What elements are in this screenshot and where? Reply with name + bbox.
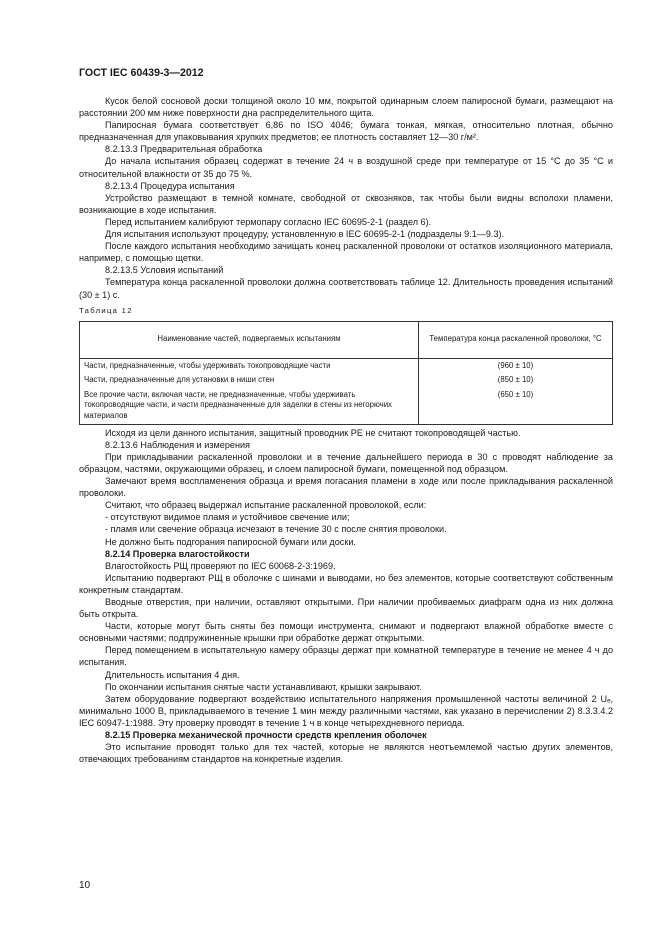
table-row: [80, 358, 613, 373]
paragraph: Вводные отверстия, при наличии, оставляют открытыми. При наличии пробиваемых диафрагм одна из них должна быть открыта.: [79, 596, 613, 620]
paragraph: Замечают время воспламенения образца и время погасания пламени в ходе или после прикладывания раскаленной проволоки.: [79, 476, 613, 499]
table-row: [80, 373, 613, 388]
table-12: [79, 321, 613, 425]
paragraph: Считают, что образец выдержал испытание раскаленной проволокой, если:: [105, 500, 427, 511]
table-cell-temperature: (650 ± 10): [419, 388, 613, 424]
paragraph: Влагостойкость РЩ проверяют по IEC 60068-2-3:1969.: [105, 560, 336, 571]
section-heading: 8.2.15 Проверка механической прочности средств крепления оболочек: [105, 730, 427, 740]
paragraph: После каждого испытания необходимо зачищать конец раскаленной проволоки от остатков изоляционного материала, например, с помощью щетки.: [79, 241, 613, 264]
paragraph: Перед помещением в испытательную камеру образцы держат при комнатной температуре в течение не менее 4 ч до испытания.: [79, 645, 613, 668]
table-cell-part: Все прочие части, включая части, не предназначенные, чтобы удерживать токопроводящие части, и части предназначенные для заделки в стены из негорючих материалов: [80, 388, 419, 424]
paragraph: Испытанию подвергают РЩ в оболочке с шинами и выводами, но без элементов, которые соответствуют собственным конкретным стандартам.: [79, 572, 613, 595]
paragraph: Части, которые могут быть сняты без помощи инструмента, снимают и подвергают влажной обработке вместе с основными частями; подпружиненные крышки при обработке держат открытыми.: [79, 621, 613, 644]
list-item: - отсутствуют видимое пламя и устойчивое свечение или;: [105, 512, 350, 523]
paragraph: Перед испытанием калибруют термопару согласно IEC 60695-2-1 (раздел 6).: [105, 216, 432, 227]
paragraph: По окончании испытания снятые части устанавливают, крышки закрывают.: [105, 681, 422, 692]
document-body: [79, 95, 613, 765]
paragraph: При прикладывании раскаленной проволоки и в течение дальнейшего периода в 30 с проводят наблюдение за образцом, частями, окружающими образец, и слоем папиросной бумаги, помещенной под образцом.: [79, 451, 613, 474]
section-heading: 8.2.13.3 Предварительная обработка: [105, 144, 263, 155]
paragraph: Температура конца раскаленной проволоки должна соответствовать таблице 12. Длительность проведения испытаний (30 ± 1) с.: [79, 277, 613, 300]
table-cell-part: Части, предназначенные, чтобы удерживать токопроводящие части: [80, 358, 419, 373]
table-cell-temperature: (960 ± 10): [419, 358, 613, 373]
section-before-table: [79, 95, 613, 301]
list-item: - пламя или свечение образца исчезают в течение 30 с после снятия проволоки.: [105, 524, 447, 535]
table-cell-part: Части, предназначенные для установки в ниши стен: [80, 373, 419, 388]
table-header-parts: Наименование частей, подвергаемых испытаниям: [80, 321, 419, 358]
paragraph: Кусок белой сосновой доски толщиной около 10 мм, покрытой одинарным слоем папиросной бумаги, размещают на расстоянии 200 мм ниже поверхности дна распределительного щита.: [79, 96, 613, 119]
table-cell-temperature: (850 ± 10): [419, 373, 613, 388]
paragraph: Не должно быть подгорания папиросной бумаги или доски.: [105, 536, 356, 547]
section-after-table: [79, 427, 613, 766]
page-number: 10: [79, 880, 91, 891]
section-heading: 8.2.14 Проверка влагостойкости: [105, 548, 250, 559]
paragraph: Папиросная бумага соответствует 6,86 по ISO 4046; бумага тонкая, мягкая, относительно плотная, обычно предназначенная для упаковывания хрупких предметов; ее плотность составляет 12—30 г/м².: [79, 120, 613, 143]
document-header: ГОСТ IEC 60439-3—2012: [79, 67, 204, 79]
paragraph: Исходя из цели данного испытания, защитный проводник РЕ не считают токопроводящей частью.: [105, 427, 521, 438]
section-heading: 8.2.13.5 Условия испытаний: [105, 265, 224, 276]
paragraph: Для испытания используют процедуру, установленную в IEC 60695-2-1 (подразделы 9.1—9.3).: [105, 229, 505, 240]
paragraph: Это испытание проводят только для тех частей, которые не являются неотъемлемой частью других элементов, отвечающих требованиям стандартов на конкретные изделия.: [79, 742, 613, 765]
section-heading: 8.2.13.4 Процедура испытания: [105, 180, 235, 191]
paragraph: Затем оборудование подвергают воздействию испытательного напряжения промышленной частоты величиной 2 Uₑ, минимально 1000 В, прикладываемого в течение 1 мин между различными частями, как указано в перечислении 2) 8.3.3.4.2 IEC 60947-1:1988. Эту проверку проводят в течение 1 ч в конце четырехдневного периода.: [79, 693, 613, 728]
table-row: [80, 388, 613, 424]
table-caption: Таблица 12: [79, 305, 133, 315]
paragraph: Длительность испытания 4 дня.: [105, 669, 240, 680]
section-heading: 8.2.13.6 Наблюдения и измерения: [105, 439, 250, 450]
table-header-temperature: Температура конца раскаленной проволоки, °С: [419, 321, 613, 358]
paragraph: Устройство размещают в темной комнате, свободной от сквозняков, так чтобы были видны всполохи пламени, возникающие в ходе испытания.: [79, 192, 613, 215]
paragraph: До начала испытания образец содержат в течение 24 ч в воздушной среде при температуре от 15 °С до 35 °С и относительной влажности от 35 до 75 %.: [79, 156, 613, 179]
